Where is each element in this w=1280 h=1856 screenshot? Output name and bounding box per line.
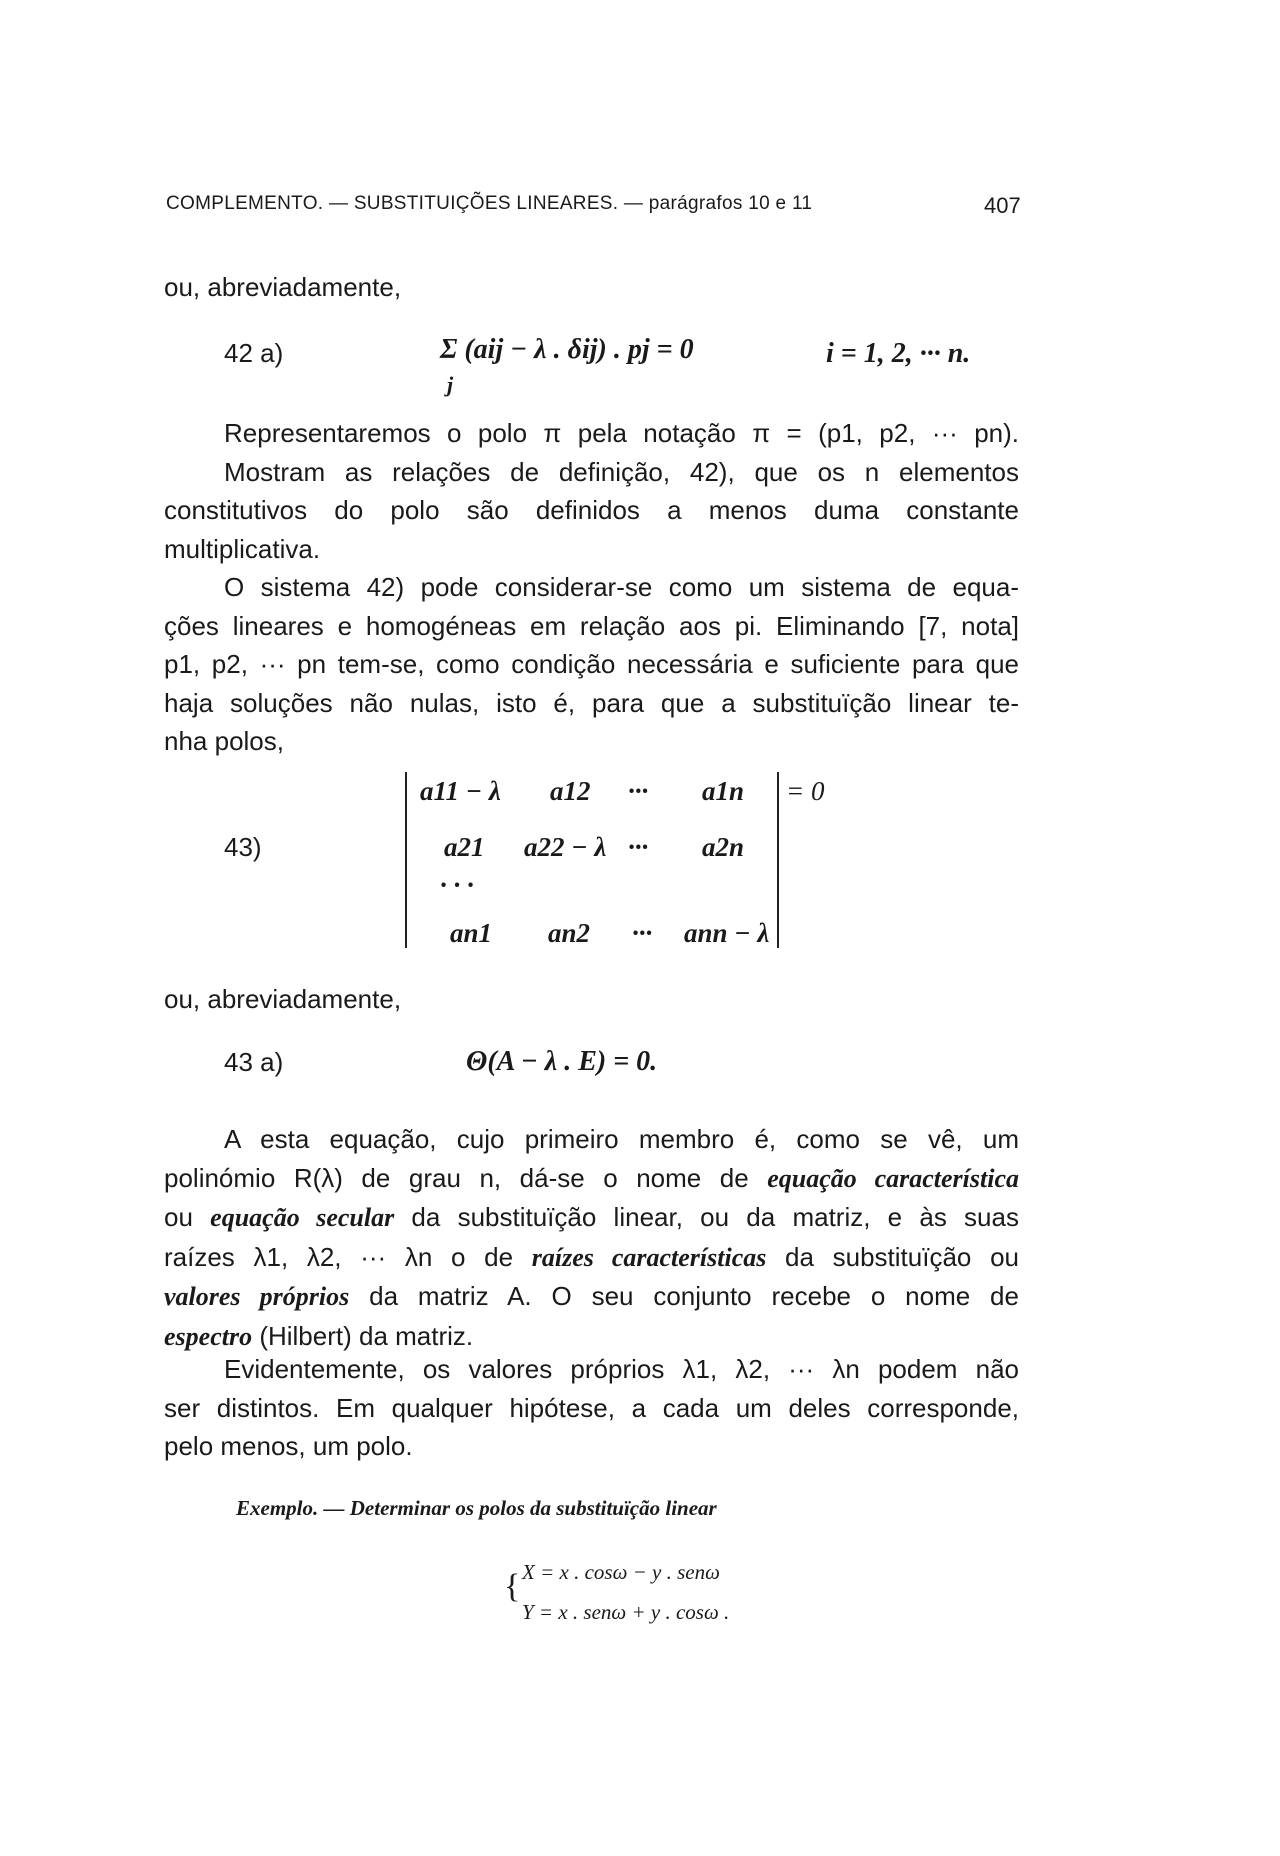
matrix-cell: a11 − λ [420,776,501,806]
paragraph-line: pelo menos, um polo. [164,1431,413,1462]
text-run: (Hilbert) da matriz. [252,1320,474,1351]
example-equation-1: X = x . cosω − y . senω [522,1560,720,1584]
matrix-cell: ann − λ [684,918,770,948]
intro-line-2: ou, abreviadamente, [164,984,402,1014]
paragraph-line: Mostram as relações de definição, 42), que os n elementos [224,456,1019,487]
matrix-cell: a1n [702,776,745,806]
text-run: da substituïção linear, ou da matriz, e às suas [394,1202,1019,1233]
page-number: 407 [984,193,1021,218]
determinant-left-bar [405,772,407,948]
paragraph-line: Representaremos o polo π pela notação π = (p1, p2, ··· pn). [224,418,1019,448]
paragraph-line: haja soluções não nulas, isto é, para que a substituïção linear te- [164,687,1019,718]
matrix-cell: a2n [702,832,745,862]
left-brace: { [504,1568,521,1605]
paragraph-line [164,1277,1019,1317]
paragraph-line: ser distintos. Em qualquer hipótese, a cada um deles corresponde, [164,1392,1019,1423]
intro-line-1: ou, abreviadamente, [164,272,402,302]
matrix-cell: ··· [632,918,653,948]
text-run: da matriz A. O seu conjunto recebe o nome de [349,1281,1019,1312]
determinant-right-bar [777,772,779,948]
example-equation-2: Y = x . senω + y . cosω . [522,1600,730,1624]
paragraph-2 [164,568,1019,761]
emphasis-term: raízes características [531,1242,767,1272]
paragraph-line: nha polos, [164,726,284,757]
paragraph-3 [164,1120,1019,1357]
emphasis-term: equação característica [767,1163,1019,1193]
matrix-cell: ··· [628,832,649,862]
paragraph-line: constitutivos do polo são definidos a menos duma constante [164,495,1019,526]
running-header: COMPLEMENTO. — SUBSTITUIÇÕES LINEARES. — parágrafos 10 e 11 [166,193,813,214]
paragraph-1 [164,414,1019,568]
paragraph-line: multiplicativa. [164,533,321,564]
equation-label-43a: 43 a) [224,1047,284,1077]
equation-43a: Θ(A − λ . E) = 0. [466,1046,658,1077]
equation-label-42a: 42 a) [224,338,284,368]
matrix-cell: ··· [628,776,649,806]
paragraph-line: ções lineares e homogéneas em relação aos pi. Eliminando [7, nota] [164,610,1019,641]
text-run: raízes λ1, λ2, ··· λn o de [164,1241,532,1272]
paragraph-line [164,1159,1019,1199]
paragraph-line: O sistema 42) pode considerar-se como um sistema de equa- [224,572,1019,602]
equation-42a-sum-index: j [447,372,454,397]
emphasis-term: equação secular [210,1203,395,1233]
matrix-cell: a21 [444,832,485,862]
determinant-rhs: = 0 [786,776,825,806]
paragraph-4 [164,1350,1019,1466]
matrix-cell: an1 [450,918,493,948]
equation-label-43: 43) [224,832,262,862]
paragraph-line [164,1198,1019,1238]
text-run: polinómio R(λ) de grau n, dá-se o nome de [164,1162,768,1193]
equation-42a-range: i = 1, 2, ··· n. [826,338,971,369]
paragraph-line: Evidentemente, os valores próprios λ1, λ2, ··· λn podem não [224,1354,1019,1384]
emphasis-term: espectro [164,1321,253,1351]
equation-42a: Σ (aij − λ . δij) . pj = 0 [440,334,694,365]
matrix-cell: an2 [548,918,591,948]
example-caption: Exemplo. — Determinar os polos da substituïção linear [236,1496,717,1520]
emphasis-term: valores próprios [164,1282,350,1312]
matrix-cell: a22 − λ [524,832,607,862]
paragraph-line: p1, p2, ··· pn tem-se, como condição necessária e suficiente para que [164,649,1019,680]
matrix-cell: a12 [550,776,591,806]
paragraph-line [164,1238,1019,1278]
text-run: da substituïção ou [766,1241,1019,1272]
text-run: ou [164,1202,211,1233]
matrix-ellipsis-row: · · · [440,870,474,900]
paragraph-line: A esta equação, cujo primeiro membro é, como se vê, um [224,1124,1019,1154]
